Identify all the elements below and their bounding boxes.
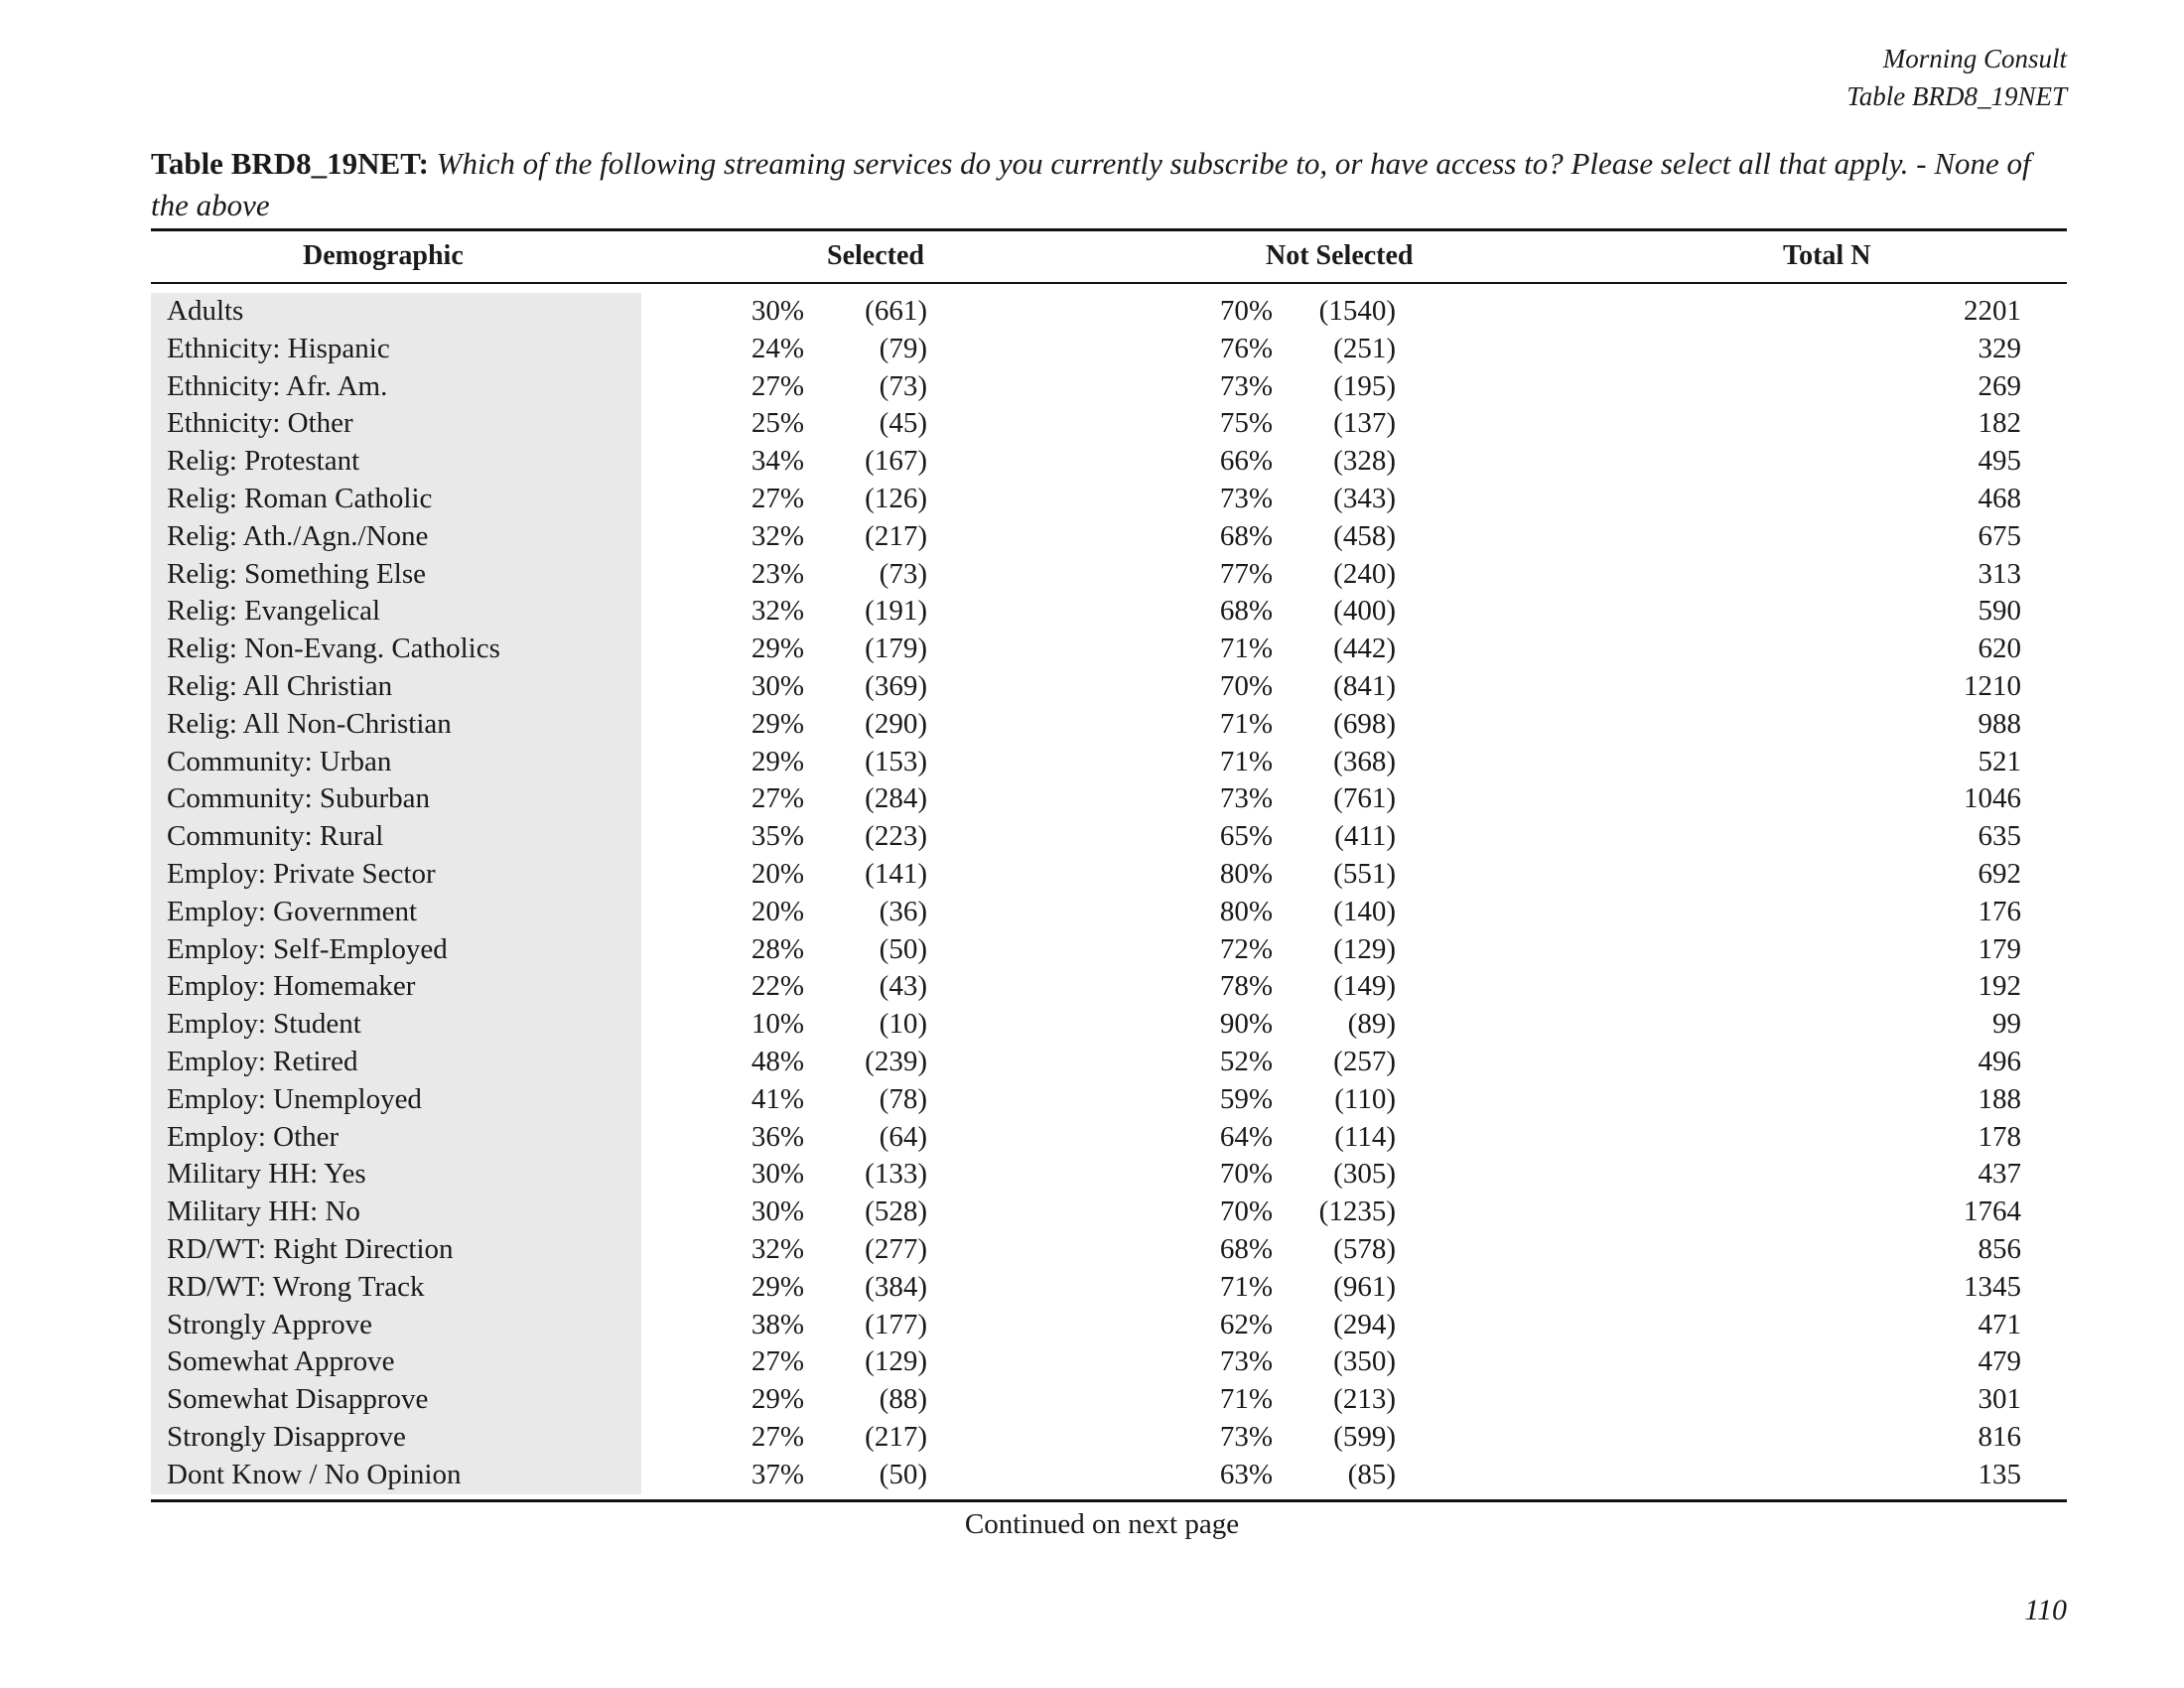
selected-pct-cell: 29% bbox=[751, 1383, 804, 1416]
total-n-cell: 620 bbox=[1978, 633, 2021, 665]
selected-n-cell: (661) bbox=[865, 295, 927, 327]
table-row bbox=[0, 894, 2184, 931]
table-row bbox=[0, 780, 2184, 818]
table-row bbox=[0, 706, 2184, 744]
table-row bbox=[0, 1231, 2184, 1269]
selected-n-cell: (126) bbox=[865, 482, 927, 514]
table-row bbox=[0, 1269, 2184, 1307]
demographic-cell: Ethnicity: Hispanic bbox=[167, 332, 390, 364]
selected-n-cell: (43) bbox=[879, 970, 927, 1003]
not-selected-n-cell: (442) bbox=[1333, 633, 1396, 665]
demographic-cell: Adults bbox=[167, 295, 244, 327]
total-n-cell: 471 bbox=[1978, 1308, 2021, 1340]
total-n-cell: 1345 bbox=[1964, 1270, 2021, 1303]
not-selected-pct-cell: 78% bbox=[1219, 970, 1273, 1003]
selected-n-cell: (50) bbox=[879, 1458, 927, 1490]
table-title bbox=[151, 143, 2067, 226]
table-row bbox=[0, 331, 2184, 368]
selected-pct-cell: 30% bbox=[751, 1158, 804, 1191]
total-n-cell: 590 bbox=[1978, 595, 2021, 628]
table-row bbox=[0, 1156, 2184, 1194]
demographic-cell: RD/WT: Wrong Track bbox=[167, 1270, 425, 1303]
selected-n-cell: (384) bbox=[865, 1270, 927, 1303]
selected-n-cell: (36) bbox=[879, 895, 927, 927]
not-selected-pct-cell: 68% bbox=[1219, 519, 1273, 552]
table-row bbox=[0, 1343, 2184, 1381]
total-n-cell: 479 bbox=[1978, 1345, 2021, 1378]
selected-pct-cell: 30% bbox=[751, 295, 804, 327]
demographic-cell: Strongly Approve bbox=[167, 1308, 373, 1340]
not-selected-pct-cell: 71% bbox=[1219, 633, 1273, 665]
not-selected-pct-cell: 52% bbox=[1219, 1045, 1273, 1077]
selected-pct-cell: 24% bbox=[751, 332, 804, 364]
not-selected-n-cell: (114) bbox=[1334, 1120, 1396, 1153]
selected-n-cell: (64) bbox=[879, 1120, 927, 1153]
table-row bbox=[0, 556, 2184, 594]
table-row bbox=[0, 1081, 2184, 1119]
demographic-cell: Employ: Homemaker bbox=[167, 970, 416, 1003]
not-selected-pct-cell: 70% bbox=[1219, 1158, 1273, 1191]
selected-n-cell: (528) bbox=[865, 1196, 927, 1228]
table-row bbox=[0, 856, 2184, 894]
total-n-cell: 675 bbox=[1978, 519, 2021, 552]
total-n-cell: 437 bbox=[1978, 1158, 2021, 1191]
not-selected-pct-cell: 80% bbox=[1219, 857, 1273, 890]
selected-n-cell: (177) bbox=[865, 1308, 927, 1340]
total-n-cell: 988 bbox=[1978, 707, 2021, 740]
demographic-cell: Employ: Self-Employed bbox=[167, 932, 448, 965]
selected-pct-cell: 10% bbox=[751, 1008, 804, 1041]
total-n-cell: 635 bbox=[1978, 820, 2021, 853]
not-selected-n-cell: (343) bbox=[1333, 482, 1396, 514]
selected-n-cell: (217) bbox=[865, 1420, 927, 1453]
selected-n-cell: (179) bbox=[865, 633, 927, 665]
table-row bbox=[0, 1006, 2184, 1044]
table-row bbox=[0, 593, 2184, 631]
demographic-cell: Somewhat Disapprove bbox=[167, 1383, 429, 1416]
selected-n-cell: (73) bbox=[879, 369, 927, 402]
demographic-cell: Relig: Roman Catholic bbox=[167, 482, 433, 514]
col-header-not-selected: Not Selected bbox=[1266, 240, 1414, 271]
demographic-cell: Employ: Private Sector bbox=[167, 857, 436, 890]
not-selected-n-cell: (599) bbox=[1333, 1420, 1396, 1453]
selected-pct-cell: 41% bbox=[751, 1082, 804, 1115]
selected-pct-cell: 29% bbox=[751, 1270, 804, 1303]
not-selected-n-cell: (578) bbox=[1333, 1232, 1396, 1265]
table-row bbox=[0, 481, 2184, 518]
demographic-cell: Community: Urban bbox=[167, 745, 392, 777]
not-selected-n-cell: (411) bbox=[1334, 820, 1396, 853]
total-n-cell: 2201 bbox=[1964, 295, 2021, 327]
not-selected-n-cell: (257) bbox=[1333, 1045, 1396, 1077]
table-row bbox=[0, 1119, 2184, 1157]
total-n-cell: 1046 bbox=[1964, 782, 2021, 815]
not-selected-n-cell: (85) bbox=[1347, 1458, 1396, 1490]
demographic-cell: Community: Rural bbox=[167, 820, 384, 853]
not-selected-n-cell: (368) bbox=[1333, 745, 1396, 777]
table-row bbox=[0, 1457, 2184, 1494]
total-n-cell: 176 bbox=[1978, 895, 2021, 927]
selected-n-cell: (88) bbox=[879, 1383, 927, 1416]
demographic-cell: Community: Suburban bbox=[167, 782, 431, 815]
header-table-ref: Table BRD8_19NET bbox=[1846, 81, 2067, 111]
page-number: 110 bbox=[2024, 1594, 2067, 1626]
not-selected-n-cell: (551) bbox=[1333, 857, 1396, 890]
demographic-cell: Employ: Unemployed bbox=[167, 1082, 422, 1115]
total-n-cell: 692 bbox=[1978, 857, 2021, 890]
not-selected-pct-cell: 64% bbox=[1219, 1120, 1273, 1153]
header-org: Morning Consult bbox=[1882, 44, 2067, 73]
not-selected-pct-cell: 73% bbox=[1219, 1420, 1273, 1453]
demographic-cell: Employ: Other bbox=[167, 1120, 340, 1153]
not-selected-n-cell: (294) bbox=[1333, 1308, 1396, 1340]
table-row bbox=[0, 293, 2184, 331]
table-id: Table BRD8_19NET: bbox=[151, 146, 429, 181]
not-selected-pct-cell: 59% bbox=[1219, 1082, 1273, 1115]
not-selected-n-cell: (350) bbox=[1333, 1345, 1396, 1378]
not-selected-n-cell: (140) bbox=[1333, 895, 1396, 927]
selected-n-cell: (73) bbox=[879, 557, 927, 590]
col-header-selected: Selected bbox=[827, 240, 924, 271]
not-selected-n-cell: (149) bbox=[1333, 970, 1396, 1003]
not-selected-pct-cell: 72% bbox=[1219, 932, 1273, 965]
not-selected-pct-cell: 90% bbox=[1219, 1008, 1273, 1041]
selected-pct-cell: 20% bbox=[751, 857, 804, 890]
selected-pct-cell: 38% bbox=[751, 1308, 804, 1340]
selected-n-cell: (45) bbox=[879, 407, 927, 440]
selected-pct-cell: 34% bbox=[751, 445, 804, 478]
total-n-cell: 182 bbox=[1978, 407, 2021, 440]
not-selected-n-cell: (137) bbox=[1333, 407, 1396, 440]
selected-n-cell: (129) bbox=[865, 1345, 927, 1378]
not-selected-n-cell: (400) bbox=[1333, 595, 1396, 628]
total-n-cell: 313 bbox=[1978, 557, 2021, 590]
selected-pct-cell: 29% bbox=[751, 707, 804, 740]
table-row bbox=[0, 744, 2184, 781]
not-selected-pct-cell: 63% bbox=[1219, 1458, 1273, 1490]
total-n-cell: 301 bbox=[1978, 1383, 2021, 1416]
table-row bbox=[0, 631, 2184, 668]
demographic-cell: Dont Know / No Opinion bbox=[167, 1458, 462, 1490]
not-selected-n-cell: (1540) bbox=[1318, 295, 1396, 327]
selected-pct-cell: 29% bbox=[751, 745, 804, 777]
not-selected-pct-cell: 71% bbox=[1219, 1383, 1273, 1416]
not-selected-pct-cell: 73% bbox=[1219, 1345, 1273, 1378]
not-selected-n-cell: (110) bbox=[1334, 1082, 1396, 1115]
not-selected-pct-cell: 75% bbox=[1219, 407, 1273, 440]
selected-n-cell: (10) bbox=[879, 1008, 927, 1041]
not-selected-pct-cell: 68% bbox=[1219, 1232, 1273, 1265]
demographic-cell: Relig: Something Else bbox=[167, 557, 426, 590]
demographic-cell: Ethnicity: Other bbox=[167, 407, 353, 440]
not-selected-pct-cell: 70% bbox=[1219, 295, 1273, 327]
not-selected-n-cell: (195) bbox=[1333, 369, 1396, 402]
not-selected-pct-cell: 65% bbox=[1219, 820, 1273, 853]
total-n-cell: 99 bbox=[1992, 1008, 2021, 1041]
not-selected-n-cell: (129) bbox=[1333, 932, 1396, 965]
continued-note: Continued on next page bbox=[964, 1508, 1240, 1540]
selected-n-cell: (217) bbox=[865, 519, 927, 552]
selected-pct-cell: 30% bbox=[751, 1196, 804, 1228]
not-selected-pct-cell: 76% bbox=[1219, 332, 1273, 364]
selected-n-cell: (290) bbox=[865, 707, 927, 740]
selected-pct-cell: 28% bbox=[751, 932, 804, 965]
not-selected-pct-cell: 73% bbox=[1219, 482, 1273, 514]
table-row bbox=[0, 368, 2184, 406]
selected-pct-cell: 32% bbox=[751, 519, 804, 552]
not-selected-pct-cell: 66% bbox=[1219, 445, 1273, 478]
table-question: Which of the following streaming services do you currently subscribe to, or have access to? Please select all that apply. - None of the above bbox=[151, 146, 2031, 222]
demographic-cell: Employ: Government bbox=[167, 895, 418, 927]
demographic-cell: RD/WT: Right Direction bbox=[167, 1232, 454, 1265]
not-selected-n-cell: (305) bbox=[1333, 1158, 1396, 1191]
demographic-cell: Somewhat Approve bbox=[167, 1345, 395, 1378]
demographic-cell: Military HH: No bbox=[167, 1196, 360, 1228]
selected-n-cell: (153) bbox=[865, 745, 927, 777]
selected-n-cell: (369) bbox=[865, 669, 927, 702]
demographic-cell: Employ: Student bbox=[167, 1008, 361, 1041]
total-n-cell: 188 bbox=[1978, 1082, 2021, 1115]
table-row bbox=[0, 405, 2184, 443]
total-n-cell: 816 bbox=[1978, 1420, 2021, 1453]
not-selected-n-cell: (240) bbox=[1333, 557, 1396, 590]
table-row bbox=[0, 518, 2184, 556]
total-n-cell: 329 bbox=[1978, 332, 2021, 364]
total-n-cell: 856 bbox=[1978, 1232, 2021, 1265]
not-selected-n-cell: (961) bbox=[1333, 1270, 1396, 1303]
table-row bbox=[0, 668, 2184, 706]
selected-pct-cell: 35% bbox=[751, 820, 804, 853]
demographic-cell: Employ: Retired bbox=[167, 1045, 358, 1077]
total-n-cell: 468 bbox=[1978, 482, 2021, 514]
col-header-total: Total N bbox=[1783, 240, 1871, 271]
demographic-cell: Relig: All Non-Christian bbox=[167, 707, 452, 740]
selected-n-cell: (277) bbox=[865, 1232, 927, 1265]
not-selected-pct-cell: 71% bbox=[1219, 745, 1273, 777]
selected-n-cell: (133) bbox=[865, 1158, 927, 1191]
col-header-demographic: Demographic bbox=[303, 240, 464, 271]
selected-n-cell: (223) bbox=[865, 820, 927, 853]
selected-n-cell: (50) bbox=[879, 932, 927, 965]
selected-pct-cell: 27% bbox=[751, 1345, 804, 1378]
not-selected-pct-cell: 73% bbox=[1219, 369, 1273, 402]
demographic-cell: Ethnicity: Afr. Am. bbox=[167, 369, 388, 402]
page-header bbox=[1846, 40, 2067, 115]
selected-pct-cell: 20% bbox=[751, 895, 804, 927]
table-row bbox=[0, 968, 2184, 1006]
total-n-cell: 135 bbox=[1978, 1458, 2021, 1490]
demographic-cell: Relig: Evangelical bbox=[167, 595, 381, 628]
selected-pct-cell: 48% bbox=[751, 1045, 804, 1077]
not-selected-pct-cell: 70% bbox=[1219, 1196, 1273, 1228]
selected-pct-cell: 27% bbox=[751, 782, 804, 815]
bottom-rule bbox=[151, 1499, 2067, 1502]
demographic-cell: Relig: Protestant bbox=[167, 445, 360, 478]
selected-pct-cell: 22% bbox=[751, 970, 804, 1003]
not-selected-n-cell: (458) bbox=[1333, 519, 1396, 552]
total-n-cell: 521 bbox=[1978, 745, 2021, 777]
not-selected-pct-cell: 71% bbox=[1219, 707, 1273, 740]
not-selected-pct-cell: 68% bbox=[1219, 595, 1273, 628]
total-n-cell: 1764 bbox=[1964, 1196, 2021, 1228]
demographic-cell: Relig: Ath./Agn./None bbox=[167, 519, 429, 552]
table-row bbox=[0, 1307, 2184, 1344]
table-row bbox=[0, 1419, 2184, 1457]
selected-pct-cell: 36% bbox=[751, 1120, 804, 1153]
not-selected-n-cell: (841) bbox=[1333, 669, 1396, 702]
total-n-cell: 192 bbox=[1978, 970, 2021, 1003]
table-row bbox=[0, 1044, 2184, 1081]
total-n-cell: 496 bbox=[1978, 1045, 2021, 1077]
not-selected-n-cell: (251) bbox=[1333, 332, 1396, 364]
total-n-cell: 179 bbox=[1978, 932, 2021, 965]
selected-pct-cell: 29% bbox=[751, 633, 804, 665]
demographic-cell: Military HH: Yes bbox=[167, 1158, 366, 1191]
demographic-cell: Strongly Disapprove bbox=[167, 1420, 406, 1453]
table-row bbox=[0, 443, 2184, 481]
selected-n-cell: (78) bbox=[879, 1082, 927, 1115]
table-row bbox=[0, 931, 2184, 969]
selected-pct-cell: 32% bbox=[751, 595, 804, 628]
selected-pct-cell: 37% bbox=[751, 1458, 804, 1490]
selected-pct-cell: 25% bbox=[751, 407, 804, 440]
selected-n-cell: (141) bbox=[865, 857, 927, 890]
selected-pct-cell: 27% bbox=[751, 482, 804, 514]
total-n-cell: 495 bbox=[1978, 445, 2021, 478]
selected-n-cell: (239) bbox=[865, 1045, 927, 1077]
not-selected-pct-cell: 71% bbox=[1219, 1270, 1273, 1303]
table-body bbox=[0, 293, 2184, 1494]
not-selected-n-cell: (761) bbox=[1333, 782, 1396, 815]
not-selected-n-cell: (89) bbox=[1347, 1008, 1396, 1041]
top-rule bbox=[151, 228, 2067, 231]
not-selected-pct-cell: 62% bbox=[1219, 1308, 1273, 1340]
selected-pct-cell: 27% bbox=[751, 369, 804, 402]
selected-n-cell: (191) bbox=[865, 595, 927, 628]
not-selected-pct-cell: 70% bbox=[1219, 669, 1273, 702]
table-row bbox=[0, 1381, 2184, 1419]
demographic-cell: Relig: All Christian bbox=[167, 669, 393, 702]
not-selected-n-cell: (698) bbox=[1333, 707, 1396, 740]
demographic-cell: Relig: Non-Evang. Catholics bbox=[167, 633, 500, 665]
selected-pct-cell: 30% bbox=[751, 669, 804, 702]
not-selected-pct-cell: 80% bbox=[1219, 895, 1273, 927]
not-selected-n-cell: (213) bbox=[1333, 1383, 1396, 1416]
selected-pct-cell: 32% bbox=[751, 1232, 804, 1265]
selected-n-cell: (284) bbox=[865, 782, 927, 815]
not-selected-pct-cell: 77% bbox=[1219, 557, 1273, 590]
selected-n-cell: (79) bbox=[879, 332, 927, 364]
table-row bbox=[0, 1194, 2184, 1231]
selected-pct-cell: 27% bbox=[751, 1420, 804, 1453]
selected-n-cell: (167) bbox=[865, 445, 927, 478]
selected-pct-cell: 23% bbox=[751, 557, 804, 590]
not-selected-pct-cell: 73% bbox=[1219, 782, 1273, 815]
not-selected-n-cell: (1235) bbox=[1318, 1196, 1396, 1228]
header-rule bbox=[151, 282, 2067, 284]
total-n-cell: 1210 bbox=[1964, 669, 2021, 702]
total-n-cell: 178 bbox=[1978, 1120, 2021, 1153]
total-n-cell: 269 bbox=[1978, 369, 2021, 402]
table-row bbox=[0, 818, 2184, 856]
not-selected-n-cell: (328) bbox=[1333, 445, 1396, 478]
